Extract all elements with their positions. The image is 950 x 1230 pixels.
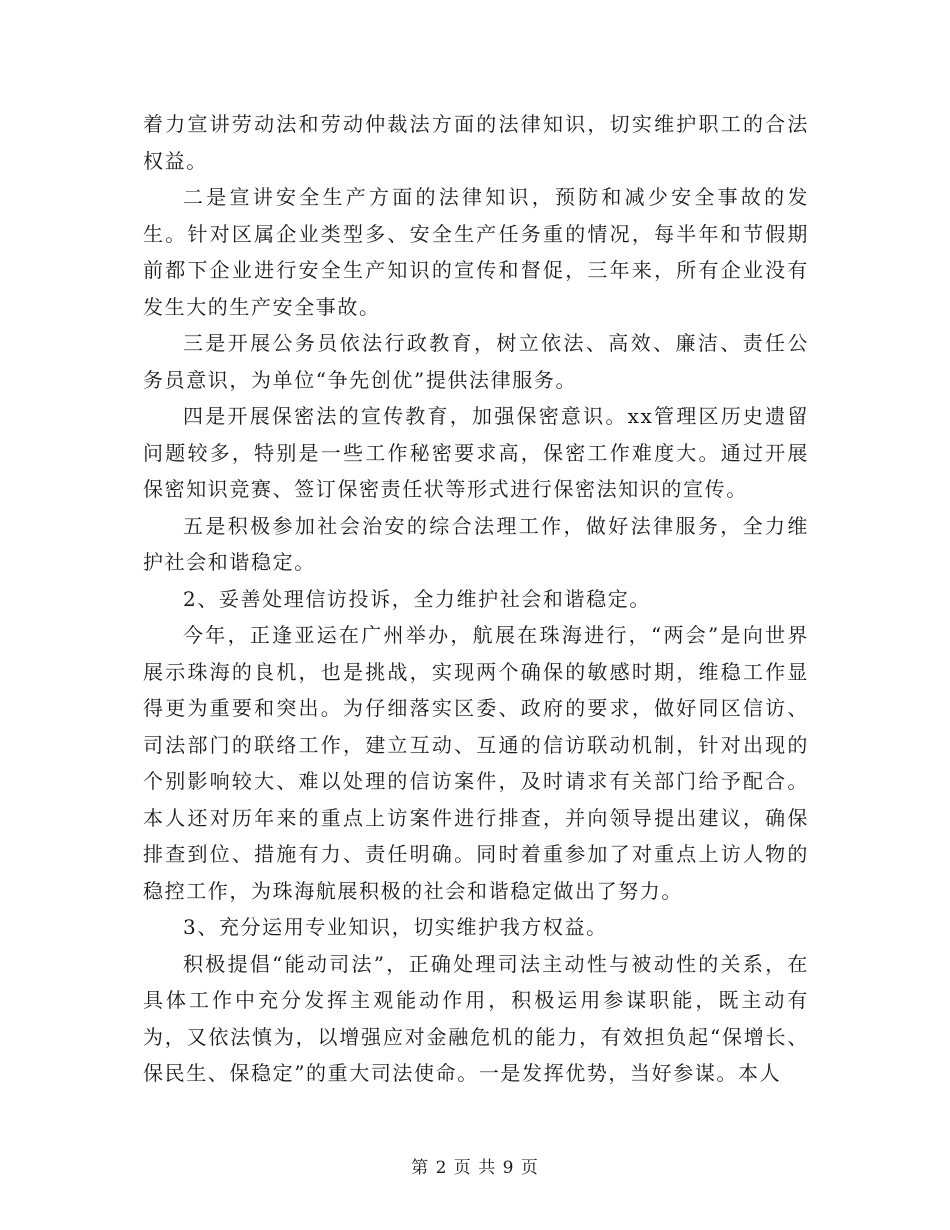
paragraph-petitions: 今年，正逢亚运在广州举办，航展在珠海进行，“两会”是向世界展示珠海的良机，也是挑战，实现两个确保的敏感时期，维稳工作显得更为重要和突出。为仔细落实区委、政府的要求，做好同区信访、司法部门的联络工作，建立互动、互通的信访联动机制，针对出现的个别影响较大、难以处理的信访案件，及时请求有关部门给予配合。本人还对历年来的重点上访案件进行排查，并向领导提出建议，确保排查到位、措施有力、责任明确。同时着重参加了对重点上访人物的稳控工作，为珠海航展积极的社会和谐稳定做出了努力。	[143, 623, 809, 903]
paragraph-continuation: 着力宣讲劳动法和劳动仲裁法方面的法律知识，切实维护职工的合法权益。	[143, 112, 809, 173]
paragraph-civil-servant-education: 三是开展公务员依法行政教育，树立依法、高效、廉洁、责任公务员意识，为单位“争先创优”提供法律服务。	[143, 331, 809, 392]
page-footer	[0, 1153, 950, 1178]
section-heading-petitions: 2、妥善处理信访投诉，全力维护社会和谐稳定。	[183, 586, 651, 611]
paragraph-safety-production: 二是宣讲安全生产方面的法律知识，预防和减少安全事故的发生。针对区属企业类型多、安全生产任务重的情况，每半年和节假期前都下企业进行安全生产知识的宣传和督促，三年来，所有企业没有发生大的生产安全事故。	[143, 185, 809, 319]
footer-current-page: 2	[435, 1158, 448, 1178]
footer-suffix: 页	[520, 1158, 539, 1178]
paragraph-public-security: 五是积极参加社会治安的综合法理工作，做好法律服务，全力维护社会和谐稳定。	[143, 513, 809, 574]
footer-prefix: 第	[411, 1158, 430, 1178]
footer-total-pages: 9	[502, 1158, 515, 1178]
footer-middle: 页 共	[453, 1158, 497, 1178]
paragraph-confidentiality-law: 四是开展保密法的宣传教育，加强保密意识。xx管理区历史遗留问题较多，特别是一些工作秘密要求高，保密工作难度大。通过开展保密知识竞赛、签订保密责任状等形式进行保密法知识的宣传。	[143, 404, 809, 501]
paragraph-active-justice: 积极提倡“能动司法”，正确处理司法主动性与被动性的关系，在具体工作中充分发挥主观能动作用，积极运用参谋职能，既主动有为，又依法慎为，以增强应对金融危机的能力，有效担负起“保增长、保民生、保稳定”的重大司法使命。一是发挥优势，当好参谋。本人	[143, 951, 809, 1085]
section-heading-expertise: 3、充分运用专业知识，切实维护我方权益。	[183, 915, 608, 939]
document-body	[143, 106, 809, 1092]
